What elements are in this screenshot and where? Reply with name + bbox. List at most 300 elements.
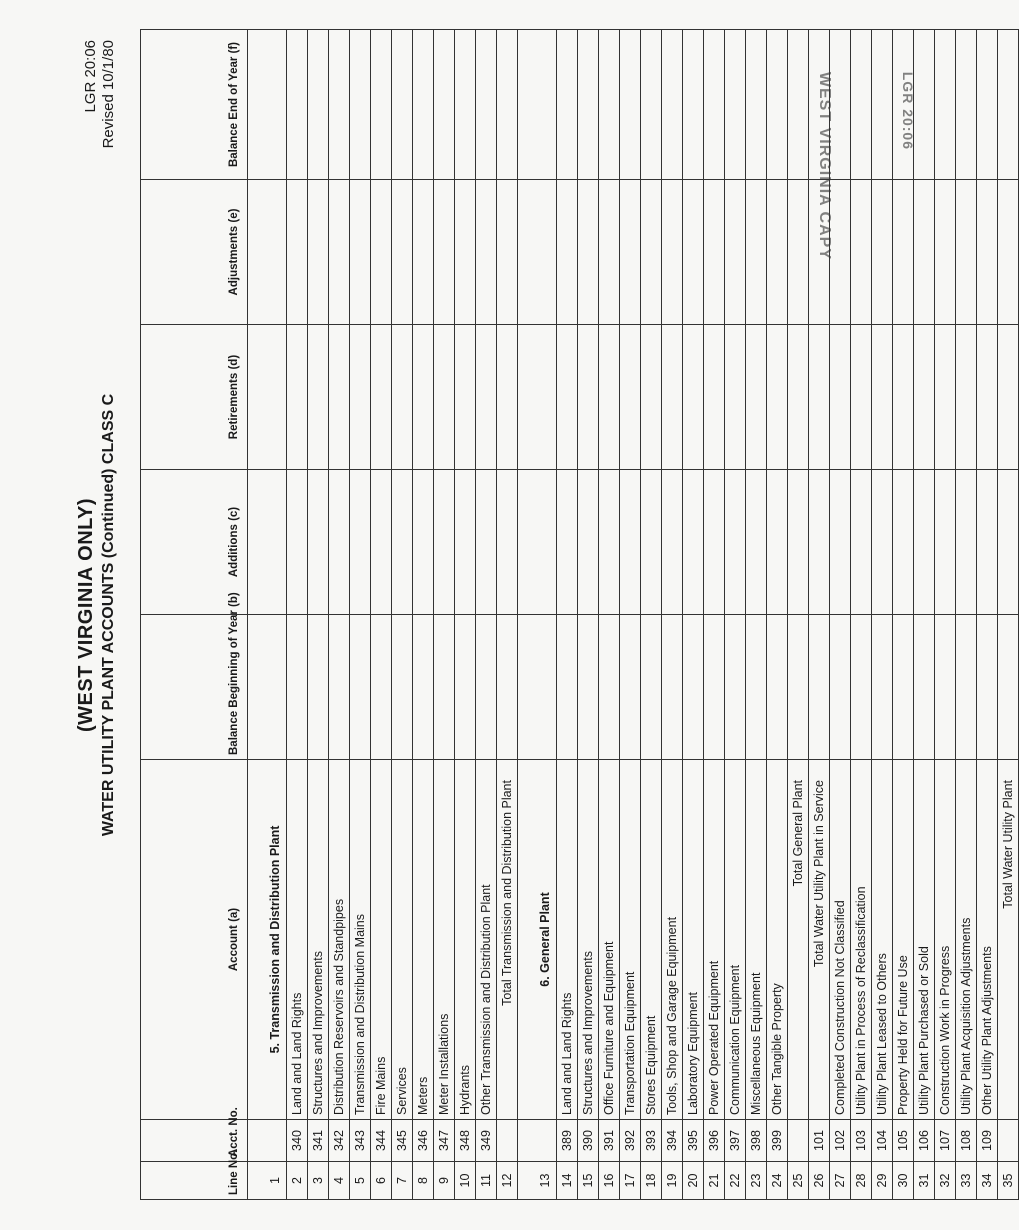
adjustments-cell[interactable] <box>767 180 788 325</box>
table-row <box>851 30 872 1200</box>
adjustments-cell[interactable] <box>497 180 518 325</box>
additions-cell[interactable] <box>287 470 308 615</box>
additions-cell[interactable] <box>371 470 392 615</box>
retirements-cell[interactable] <box>557 325 578 470</box>
account-number: 349 <box>476 1120 497 1162</box>
line-number: 6 <box>371 1162 392 1200</box>
account-name: Utility Plant Leased to Others <box>872 760 893 1120</box>
balance-beginning-cell[interactable] <box>518 615 557 760</box>
adjustments-cell[interactable] <box>893 180 914 325</box>
retirements-cell[interactable] <box>455 325 476 470</box>
retirements-cell[interactable] <box>809 325 830 470</box>
account-number: 345 <box>392 1120 413 1162</box>
line-number: 8 <box>413 1162 434 1200</box>
adjustments-cell[interactable] <box>350 180 371 325</box>
table-row <box>350 30 371 1200</box>
table-row <box>497 30 518 1200</box>
line-number: 29 <box>872 1162 893 1200</box>
balance-beginning-cell[interactable] <box>935 615 956 760</box>
additions-cell[interactable] <box>662 470 683 615</box>
additions-cell[interactable] <box>392 470 413 615</box>
account-name: Other Transmission and Distribution Plant <box>476 760 497 1120</box>
table-row <box>893 30 914 1200</box>
adjustments-cell[interactable] <box>476 180 497 325</box>
account-name: Utility Plant Acquisition Adjustments <box>956 760 977 1120</box>
adjustments-cell[interactable] <box>725 180 746 325</box>
account-number: 344 <box>371 1120 392 1162</box>
col-header-additions: Additions (c) <box>141 470 248 615</box>
balance-end-cell[interactable] <box>935 30 956 180</box>
additions-cell[interactable] <box>788 470 809 615</box>
additions-cell[interactable] <box>830 470 851 615</box>
adjustments-cell[interactable] <box>830 180 851 325</box>
balance-beginning-cell[interactable] <box>308 615 329 760</box>
account-name: Property Held for Future Use <box>893 760 914 1120</box>
balance-end-cell[interactable] <box>308 30 329 180</box>
balance-end-cell[interactable] <box>683 30 704 180</box>
account-name: Utility Plant Purchased or Sold <box>914 760 935 1120</box>
line-number: 11 <box>476 1162 497 1200</box>
balance-beginning-cell[interactable] <box>248 615 287 760</box>
account-number: 389 <box>557 1120 578 1162</box>
account-name: Miscellaneous Equipment <box>746 760 767 1120</box>
table-row <box>620 30 641 1200</box>
table-row <box>830 30 851 1200</box>
balance-beginning-cell[interactable] <box>683 615 704 760</box>
retirements-cell[interactable] <box>788 325 809 470</box>
table-row <box>641 30 662 1200</box>
account-name: Services <box>392 760 413 1120</box>
account-number: 105 <box>893 1120 914 1162</box>
retirements-cell[interactable] <box>371 325 392 470</box>
retirements-cell[interactable] <box>704 325 725 470</box>
adjustments-cell[interactable] <box>935 180 956 325</box>
account-name: Meters <box>413 760 434 1120</box>
balance-end-cell[interactable] <box>329 30 350 180</box>
table-row <box>956 30 977 1200</box>
line-number: 5 <box>350 1162 371 1200</box>
adjustments-cell[interactable] <box>704 180 725 325</box>
table-row <box>371 30 392 1200</box>
balance-end-cell[interactable] <box>518 30 557 180</box>
col-header-account: Account (a) <box>141 760 248 1120</box>
retirements-cell[interactable] <box>392 325 413 470</box>
account-number: 396 <box>704 1120 725 1162</box>
balance-beginning-cell[interactable] <box>956 615 977 760</box>
adjustments-cell[interactable] <box>413 180 434 325</box>
adjustments-cell[interactable] <box>455 180 476 325</box>
balance-end-cell[interactable] <box>413 30 434 180</box>
col-header-adjustments: Adjustments (e) <box>141 180 248 325</box>
balance-end-cell[interactable] <box>641 30 662 180</box>
account-number: 107 <box>935 1120 956 1162</box>
retirements-cell[interactable] <box>350 325 371 470</box>
retirements-cell[interactable] <box>308 325 329 470</box>
additions-cell[interactable] <box>725 470 746 615</box>
balance-beginning-cell[interactable] <box>746 615 767 760</box>
table-row <box>578 30 599 1200</box>
line-number: 28 <box>851 1162 872 1200</box>
balance-beginning-cell[interactable] <box>662 615 683 760</box>
table-row <box>662 30 683 1200</box>
adjustments-cell[interactable] <box>308 180 329 325</box>
account-number: 341 <box>308 1120 329 1162</box>
line-number: 25 <box>788 1162 809 1200</box>
additions-cell[interactable] <box>998 470 1019 615</box>
retirements-cell[interactable] <box>329 325 350 470</box>
balance-beginning-cell[interactable] <box>392 615 413 760</box>
table-row <box>599 30 620 1200</box>
adjustments-cell[interactable] <box>788 180 809 325</box>
line-number: 26 <box>809 1162 830 1200</box>
additions-cell[interactable] <box>767 470 788 615</box>
faded-stamp-id: LGR 20:06 <box>900 71 916 150</box>
table-row <box>329 30 350 1200</box>
account-number: 340 <box>287 1120 308 1162</box>
adjustments-cell[interactable] <box>872 180 893 325</box>
additions-cell[interactable] <box>935 470 956 615</box>
retirements-cell[interactable] <box>476 325 497 470</box>
additions-cell[interactable] <box>350 470 371 615</box>
table-row <box>308 30 329 1200</box>
additions-cell[interactable] <box>497 470 518 615</box>
balance-beginning-cell[interactable] <box>851 615 872 760</box>
account-number: 103 <box>851 1120 872 1162</box>
balance-beginning-cell[interactable] <box>914 615 935 760</box>
adjustments-cell[interactable] <box>434 180 455 325</box>
balance-beginning-cell[interactable] <box>998 615 1019 760</box>
adjustments-cell[interactable] <box>662 180 683 325</box>
balance-beginning-cell[interactable] <box>641 615 662 760</box>
additions-cell[interactable] <box>641 470 662 615</box>
balance-end-cell[interactable] <box>434 30 455 180</box>
balance-end-cell[interactable] <box>704 30 725 180</box>
balance-beginning-cell[interactable] <box>329 615 350 760</box>
balance-end-cell[interactable] <box>977 30 998 180</box>
table-row <box>392 30 413 1200</box>
balance-end-cell[interactable] <box>893 30 914 180</box>
balance-end-cell[interactable] <box>746 30 767 180</box>
additions-cell[interactable] <box>578 470 599 615</box>
account-name: Other Tangible Property <box>767 760 788 1120</box>
adjustments-cell[interactable] <box>248 180 287 325</box>
additions-cell[interactable] <box>308 470 329 615</box>
line-number: 10 <box>455 1162 476 1200</box>
line-number: 27 <box>830 1162 851 1200</box>
table-row <box>998 30 1019 1200</box>
additions-cell[interactable] <box>329 470 350 615</box>
additions-cell[interactable] <box>914 470 935 615</box>
adjustments-cell[interactable] <box>746 180 767 325</box>
retirements-cell[interactable] <box>998 325 1019 470</box>
form-revised-date: Revised 10/1/80 <box>100 40 117 149</box>
account-number: 397 <box>725 1120 746 1162</box>
table-row <box>413 30 434 1200</box>
line-number: 4 <box>329 1162 350 1200</box>
account-name: Stores Equipment <box>641 760 662 1120</box>
balance-beginning-cell[interactable] <box>977 615 998 760</box>
balance-end-cell[interactable] <box>788 30 809 180</box>
balance-beginning-cell[interactable] <box>455 615 476 760</box>
form-title: WATER UTILITY PLANT ACCOUNTS (Continued) CLASS C <box>100 393 117 837</box>
table-row <box>287 30 308 1200</box>
balance-end-cell[interactable] <box>809 30 830 180</box>
account-name: Transportation Equipment <box>620 760 641 1120</box>
account-name: Total Transmission and Distribution Plant <box>497 760 518 1120</box>
retirements-cell[interactable] <box>893 325 914 470</box>
additions-cell[interactable] <box>746 470 767 615</box>
adjustments-cell[interactable] <box>599 180 620 325</box>
balance-end-cell[interactable] <box>998 30 1019 180</box>
additions-cell[interactable] <box>557 470 578 615</box>
account-name: 5. Transmission and Distribution Plant <box>248 760 287 1120</box>
form-title-state: (WEST VIRGINIA ONLY) <box>75 497 97 733</box>
form-id: LGR 20:06 <box>82 40 99 113</box>
balance-beginning-cell[interactable] <box>893 615 914 760</box>
line-number: 15 <box>578 1162 599 1200</box>
adjustments-cell[interactable] <box>329 180 350 325</box>
account-name: Land and Land Rights <box>557 760 578 1120</box>
adjustments-cell[interactable] <box>578 180 599 325</box>
faded-stamp: WEST VIRGINIA CAPY <box>816 71 833 260</box>
retirements-cell[interactable] <box>662 325 683 470</box>
table-row <box>248 30 287 1200</box>
line-number: 14 <box>557 1162 578 1200</box>
balance-end-cell[interactable] <box>476 30 497 180</box>
balance-end-cell[interactable] <box>830 30 851 180</box>
additions-cell[interactable] <box>893 470 914 615</box>
account-name: Other Utility Plant Adjustments <box>977 760 998 1120</box>
table-row <box>476 30 497 1200</box>
balance-beginning-cell[interactable] <box>371 615 392 760</box>
table-row <box>935 30 956 1200</box>
table-row <box>725 30 746 1200</box>
line-number: 21 <box>704 1162 725 1200</box>
adjustments-cell[interactable] <box>371 180 392 325</box>
retirements-cell[interactable] <box>956 325 977 470</box>
balance-end-cell[interactable] <box>851 30 872 180</box>
balance-end-cell[interactable] <box>662 30 683 180</box>
balance-beginning-cell[interactable] <box>350 615 371 760</box>
account-name: Meter Installations <box>434 760 455 1120</box>
balance-beginning-cell[interactable] <box>476 615 497 760</box>
account-number: 392 <box>620 1120 641 1162</box>
balance-beginning-cell[interactable] <box>725 615 746 760</box>
adjustments-cell[interactable] <box>518 180 557 325</box>
additions-cell[interactable] <box>704 470 725 615</box>
retirements-cell[interactable] <box>497 325 518 470</box>
line-number: 2 <box>287 1162 308 1200</box>
line-number: 33 <box>956 1162 977 1200</box>
account-number: 102 <box>830 1120 851 1162</box>
balance-end-cell[interactable] <box>620 30 641 180</box>
col-header-line: Line No. <box>141 1162 248 1200</box>
balance-end-cell[interactable] <box>557 30 578 180</box>
adjustments-cell[interactable] <box>809 180 830 325</box>
retirements-cell[interactable] <box>683 325 704 470</box>
retirements-cell[interactable] <box>935 325 956 470</box>
line-number: 20 <box>683 1162 704 1200</box>
additions-cell[interactable] <box>956 470 977 615</box>
balance-end-cell[interactable] <box>350 30 371 180</box>
balance-end-cell[interactable] <box>872 30 893 180</box>
additions-cell[interactable] <box>977 470 998 615</box>
balance-beginning-cell[interactable] <box>599 615 620 760</box>
account-number: 399 <box>767 1120 788 1162</box>
line-number: 18 <box>641 1162 662 1200</box>
account-name: Total Water Utility Plant in Service <box>809 760 830 1120</box>
balance-beginning-cell[interactable] <box>872 615 893 760</box>
account-number: 390 <box>578 1120 599 1162</box>
balance-beginning-cell[interactable] <box>578 615 599 760</box>
line-number: 12 <box>497 1162 518 1200</box>
balance-end-cell[interactable] <box>371 30 392 180</box>
balance-beginning-cell[interactable] <box>704 615 725 760</box>
balance-beginning-cell[interactable] <box>620 615 641 760</box>
retirements-cell[interactable] <box>725 325 746 470</box>
balance-end-cell[interactable] <box>599 30 620 180</box>
adjustments-cell[interactable] <box>287 180 308 325</box>
retirements-cell[interactable] <box>578 325 599 470</box>
additions-cell[interactable] <box>476 470 497 615</box>
table-row <box>977 30 998 1200</box>
line-number: 7 <box>392 1162 413 1200</box>
additions-cell[interactable] <box>599 470 620 615</box>
additions-cell[interactable] <box>413 470 434 615</box>
table-row <box>434 30 455 1200</box>
account-number <box>497 1120 518 1162</box>
retirements-cell[interactable] <box>434 325 455 470</box>
line-number: 3 <box>308 1162 329 1200</box>
account-name: Structures and Improvements <box>308 760 329 1120</box>
account-number: 104 <box>872 1120 893 1162</box>
adjustments-cell[interactable] <box>956 180 977 325</box>
account-name: Total Water Utility Plant <box>998 760 1019 1120</box>
balance-beginning-cell[interactable] <box>287 615 308 760</box>
retirements-cell[interactable] <box>872 325 893 470</box>
adjustments-cell[interactable] <box>641 180 662 325</box>
account-number: 394 <box>662 1120 683 1162</box>
retirements-cell[interactable] <box>830 325 851 470</box>
line-number: 34 <box>977 1162 998 1200</box>
line-number: 32 <box>935 1162 956 1200</box>
balance-end-cell[interactable] <box>956 30 977 180</box>
account-number: 101 <box>809 1120 830 1162</box>
account-number <box>518 1120 557 1162</box>
adjustments-cell[interactable] <box>914 180 935 325</box>
line-number: 23 <box>746 1162 767 1200</box>
retirements-cell[interactable] <box>248 325 287 470</box>
account-name: Structures and Improvements <box>578 760 599 1120</box>
table-row <box>518 30 557 1200</box>
retirements-cell[interactable] <box>641 325 662 470</box>
line-number: 31 <box>914 1162 935 1200</box>
table-row <box>683 30 704 1200</box>
balance-end-cell[interactable] <box>578 30 599 180</box>
plant-accounts-table <box>140 29 1019 1200</box>
additions-cell[interactable] <box>248 470 287 615</box>
retirements-cell[interactable] <box>746 325 767 470</box>
table-row <box>746 30 767 1200</box>
additions-cell[interactable] <box>620 470 641 615</box>
balance-beginning-cell[interactable] <box>434 615 455 760</box>
additions-cell[interactable] <box>683 470 704 615</box>
table-header-row <box>141 30 248 1200</box>
adjustments-cell[interactable] <box>557 180 578 325</box>
retirements-cell[interactable] <box>620 325 641 470</box>
balance-end-cell[interactable] <box>914 30 935 180</box>
account-number: 348 <box>455 1120 476 1162</box>
additions-cell[interactable] <box>851 470 872 615</box>
line-number: 13 <box>518 1162 557 1200</box>
account-number: 342 <box>329 1120 350 1162</box>
retirements-cell[interactable] <box>287 325 308 470</box>
account-number: 109 <box>977 1120 998 1162</box>
line-number: 9 <box>434 1162 455 1200</box>
balance-beginning-cell[interactable] <box>497 615 518 760</box>
balance-beginning-cell[interactable] <box>830 615 851 760</box>
balance-end-cell[interactable] <box>497 30 518 180</box>
adjustments-cell[interactable] <box>977 180 998 325</box>
account-number: 395 <box>683 1120 704 1162</box>
balance-end-cell[interactable] <box>248 30 287 180</box>
line-number: 30 <box>893 1162 914 1200</box>
retirements-cell[interactable] <box>851 325 872 470</box>
adjustments-cell[interactable] <box>851 180 872 325</box>
account-name: Distribution Reservoirs and Standpipes <box>329 760 350 1120</box>
balance-end-cell[interactable] <box>455 30 476 180</box>
additions-cell[interactable] <box>809 470 830 615</box>
account-name: Utility Plant in Process of Reclassification <box>851 760 872 1120</box>
balance-beginning-cell[interactable] <box>557 615 578 760</box>
additions-cell[interactable] <box>434 470 455 615</box>
retirements-cell[interactable] <box>599 325 620 470</box>
rotated-form-page <box>30 30 1015 1200</box>
adjustments-cell[interactable] <box>998 180 1019 325</box>
col-header-acct: Acct. No. <box>141 1120 248 1162</box>
account-number <box>248 1120 287 1162</box>
adjustments-cell[interactable] <box>683 180 704 325</box>
account-name: Fire Mains <box>371 760 392 1120</box>
balance-end-cell[interactable] <box>392 30 413 180</box>
balance-beginning-cell[interactable] <box>413 615 434 760</box>
account-name: Land and Land Rights <box>287 760 308 1120</box>
retirements-cell[interactable] <box>413 325 434 470</box>
balance-end-cell[interactable] <box>767 30 788 180</box>
table-row <box>788 30 809 1200</box>
additions-cell[interactable] <box>455 470 476 615</box>
retirements-cell[interactable] <box>914 325 935 470</box>
balance-beginning-cell[interactable] <box>809 615 830 760</box>
adjustments-cell[interactable] <box>620 180 641 325</box>
balance-beginning-cell[interactable] <box>788 615 809 760</box>
balance-end-cell[interactable] <box>725 30 746 180</box>
additions-cell[interactable] <box>872 470 893 615</box>
retirements-cell[interactable] <box>518 325 557 470</box>
account-number: 346 <box>413 1120 434 1162</box>
account-number: 106 <box>914 1120 935 1162</box>
retirements-cell[interactable] <box>767 325 788 470</box>
table-row <box>914 30 935 1200</box>
account-name: Laboratory Equipment <box>683 760 704 1120</box>
additions-cell[interactable] <box>518 470 557 615</box>
balance-beginning-cell[interactable] <box>767 615 788 760</box>
adjustments-cell[interactable] <box>392 180 413 325</box>
account-name: Completed Construction Not Classified <box>830 760 851 1120</box>
balance-end-cell[interactable] <box>287 30 308 180</box>
retirements-cell[interactable] <box>977 325 998 470</box>
col-header-retirements: Retirements (d) <box>141 325 248 470</box>
